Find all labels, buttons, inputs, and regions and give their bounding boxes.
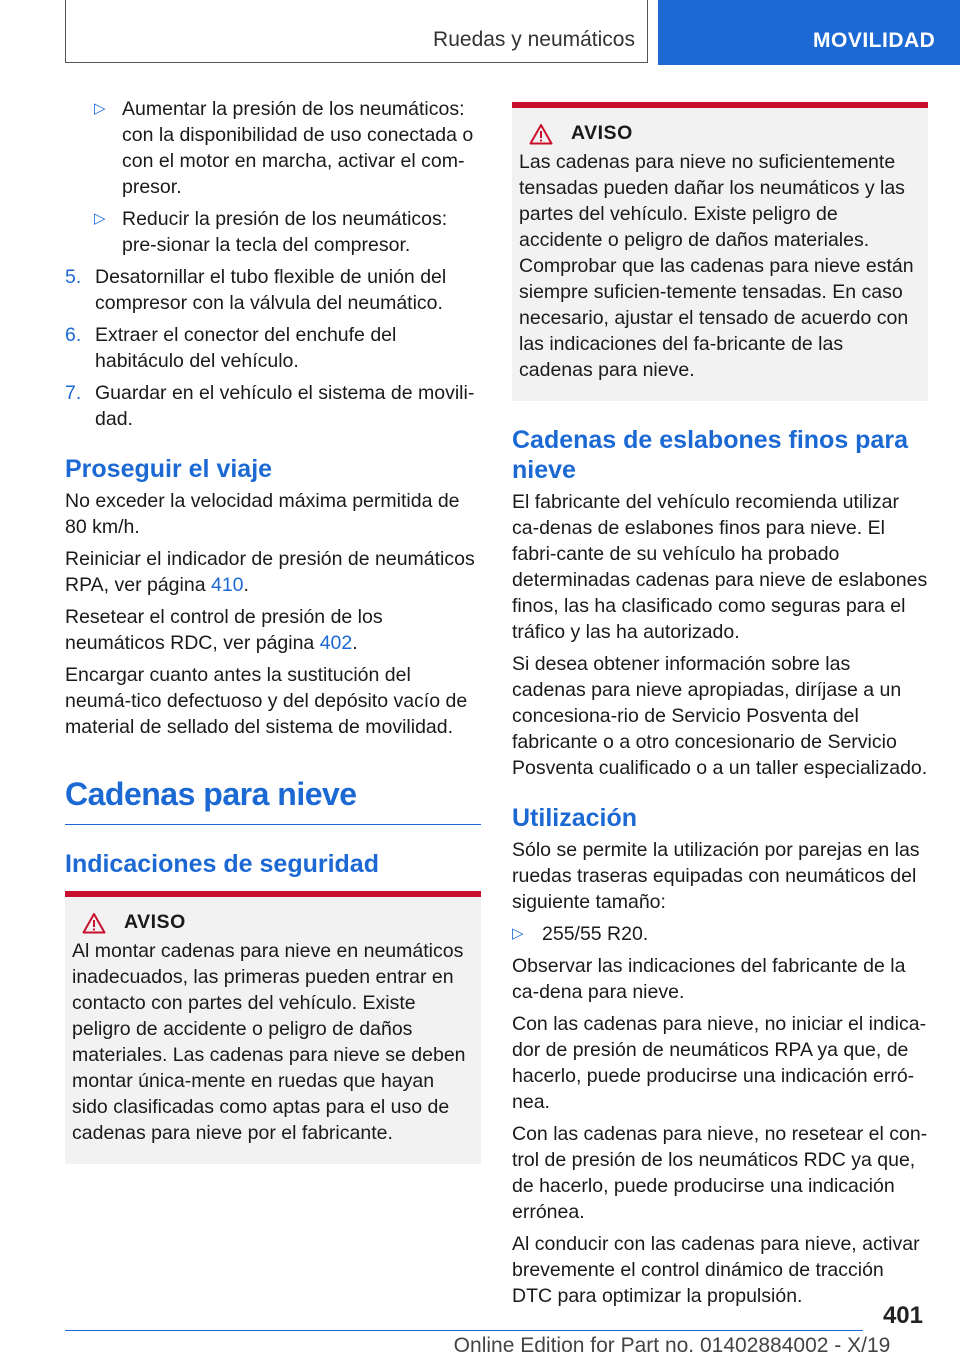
warning-text: Al montar cadenas para nieve en neumáticos inadecuados, las primeras pueden entrar en contacto con partes del vehículo. Existe peligro de accidente o peligro de daños materiales. Las cadenas para nieve se deben montar única-mente en ruedas que hayan sido clasificadas como aptas para el uso de cadenas para nieve por el fabricante. [72,940,466,1144]
step-number: 7. [65,382,82,404]
header-section-title: Ruedas y neumáticos [433,28,635,51]
warning-text: Las cadenas para nieve no suficientemente tensadas pueden dañar los neumáticos y las partes del vehículo. Existe peligro de accidente o peligro de daños materiales. Comprobar que las cadenas para nieve están siempre suficien-temente tensadas. En caso necesario, ajustar el tensado de acuerdo con las indicaciones del fa-bricante de las cadenas para nieve. [519,151,914,381]
warning-triangle-icon [82,912,106,934]
step-item [65,380,481,432]
utilizacion-paragraph: Con las cadenas para nieve, no resetear el con-trol de presión de los neumáticos RDC ya que, de hacerlo, puede producirse una indicación errónea. [512,1123,928,1223]
paragraph-text: Resetear el control de presión de los neumáticos RDC, ver página [65,606,383,654]
step-text: Extraer el conector del enchufe del habitáculo del vehículo. [95,324,397,372]
paragraph-text: . [243,574,249,596]
footer-edition: Online Edition for Part no. 01402884002 - X/19 [453,1334,891,1357]
right-column [512,102,928,1315]
utilizacion-paragraph: Al conducir con las cadenas para nieve, activar brevemente el control dinámico de tracción DTC para optimizar la propulsión. [512,1233,920,1307]
page-link-402[interactable]: 402 [319,632,353,654]
utilizacion-paragraph: Con las cadenas para nieve, no iniciar el indica-dor de presión de neumáticos RPA ya que, de hacerlo, puede producirse una indicación erró-nea. [512,1013,927,1113]
proseguir-paragraph: Encargar cuanto antes la sustitución del neumá-tico defectuoso y del depósito vacío de material de sellado del sistema de movilidad. [65,664,468,738]
proseguir-heading: Proseguir el viaje [65,455,273,483]
step-item [65,322,481,374]
warning-box [512,102,928,401]
header-chapter-tab[interactable] [658,0,960,65]
step-number: 5. [65,266,82,288]
size-bullet [512,921,928,947]
proseguir-paragraph: No exceder la velocidad máxima permitida de 80 km/h. [65,490,460,538]
step-text: Desatornillar el tubo flexible de unión del compresor con la válvula del neumático. [95,266,447,314]
finos-paragraph: El fabricante del vehículo recomienda utilizar ca-denas de eslabones finos para nieve. El fabri-cante de su vehículo ha probado determinadas cadenas para nieve de eslabones finos, las ha clasificado como seguras para el tráfico y las ha autorizado. [512,491,928,643]
finos-paragraph: Si desea obtener información sobre las cadenas para nieve apropiadas, diríjase a un concesiona-rio de Servicio Posventa del fabricante o a otro concesionario de Servicio Posventa cualificado o a un taller especializado. [512,653,928,779]
warning-title: AVISO [124,911,186,933]
utilizacion-heading: Utilización [512,804,638,832]
page-number: 401 [882,1302,923,1329]
warning-header [72,911,474,934]
warning-header [519,122,921,145]
warning-title: AVISO [571,122,633,144]
header-section-box [65,0,648,63]
triangle-bullet-icon: ▷ [94,210,106,227]
sub-bullet [65,206,481,258]
size-bullet-text: 255/55 R20. [542,923,649,945]
warning-box [65,891,481,1164]
sub-bullet-text: Aumentar la presión de los neumáticos: con la disponibilidad de uso conectada o con el motor en marcha, activar el com-presor. [122,98,474,198]
chapter-heading: Cadenas para nieve [65,774,481,825]
step-number: 6. [65,324,82,346]
footer-rule [65,1330,863,1331]
proseguir-paragraph [65,546,481,598]
sub-bullet-text: Reducir la presión de los neumáticos: pre-sionar la tecla del compresor. [122,208,448,256]
finos-heading: Cadenas de eslabones finos para nieve [512,426,908,484]
triangle-bullet-icon: ▷ [94,100,106,117]
header-chapter-title: MOVILIDAD [813,29,936,52]
step-text: Guardar en el vehículo el sistema de movili-dad. [95,382,475,430]
utilizacion-paragraph: Observar las indicaciones del fabricante de la ca-dena para nieve. [512,955,906,1003]
paragraph-text: Reiniciar el indicador de presión de neumáticos RPA, ver página [65,548,475,596]
sub-bullet [65,96,481,200]
step-item [65,264,481,316]
utilizacion-paragraph: Sólo se permite la utilización por parejas en las ruedas traseras equipadas con neumáticos del siguiente tamaño: [512,839,920,913]
page-link-410[interactable]: 410 [210,574,244,596]
paragraph-text: . [352,632,358,654]
seguridad-heading: Indicaciones de seguridad [65,850,379,878]
left-column [65,96,481,1164]
proseguir-paragraph [65,604,481,656]
warning-triangle-icon [529,123,553,145]
triangle-bullet-icon: ▷ [512,925,524,942]
